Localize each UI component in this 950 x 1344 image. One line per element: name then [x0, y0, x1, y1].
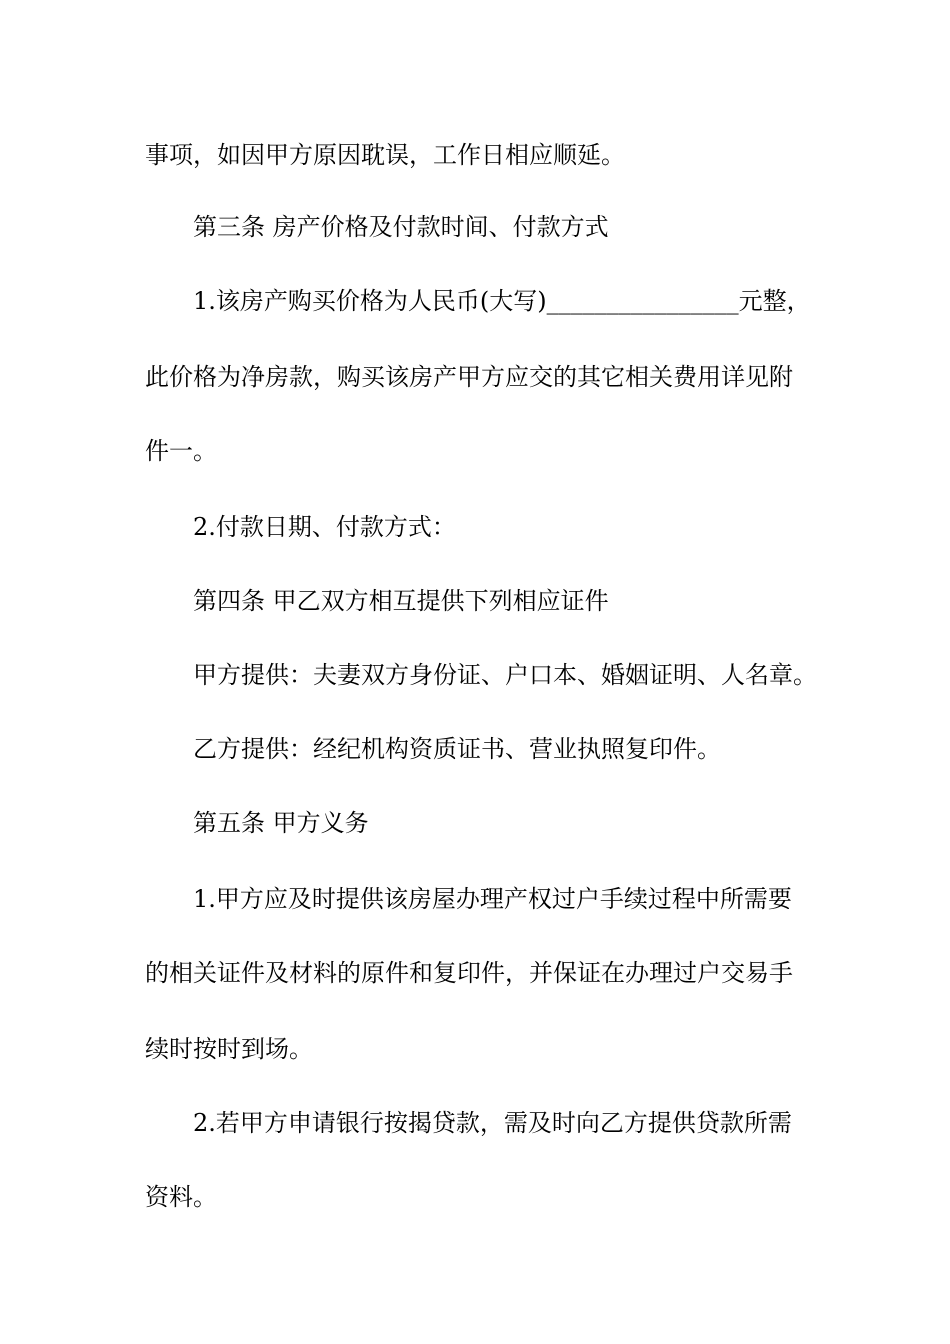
article-4-heading: 第四条 甲乙双方相互提供下列相应证件	[193, 587, 609, 615]
paragraph-line-14: 2.若甲方申请银行按揭贷款，需及时向乙方提供贷款所需	[193, 1109, 792, 1137]
paragraph-line-1: 事项，如因甲方原因耽误，工作日相应顺延。	[145, 141, 625, 169]
paragraph-line-9: 乙方提供：经纪机构资质证书、营业执照复印件。	[193, 735, 721, 763]
paragraph-line-6: 2.付款日期、付款方式：	[193, 513, 456, 541]
paragraph-line-11: 1.甲方应及时提供该房屋办理产权过户手续过程中所需要	[193, 885, 792, 913]
paragraph-line-12: 的相关证件及材料的原件和复印件，并保证在办理过户交易手	[145, 959, 793, 987]
article-3-heading: 第三条 房产价格及付款时间、付款方式	[193, 213, 609, 241]
paragraph-line-5: 件一。	[145, 437, 217, 465]
paragraph-line-13: 续时按时到场。	[145, 1035, 313, 1063]
article-5-heading: 第五条 甲方义务	[193, 809, 369, 837]
paragraph-line-15: 资料。	[145, 1183, 217, 1211]
paragraph-line-8: 甲方提供：夫妻双方身份证、户口本、婚姻证明、人名章。	[193, 661, 817, 689]
paragraph-line-4: 此价格为净房款，购买该房产甲方应交的其它相关费用详见附	[145, 363, 793, 391]
paragraph-line-3: 1.该房产购买价格为人民币(大写)________________元整，	[193, 287, 811, 315]
